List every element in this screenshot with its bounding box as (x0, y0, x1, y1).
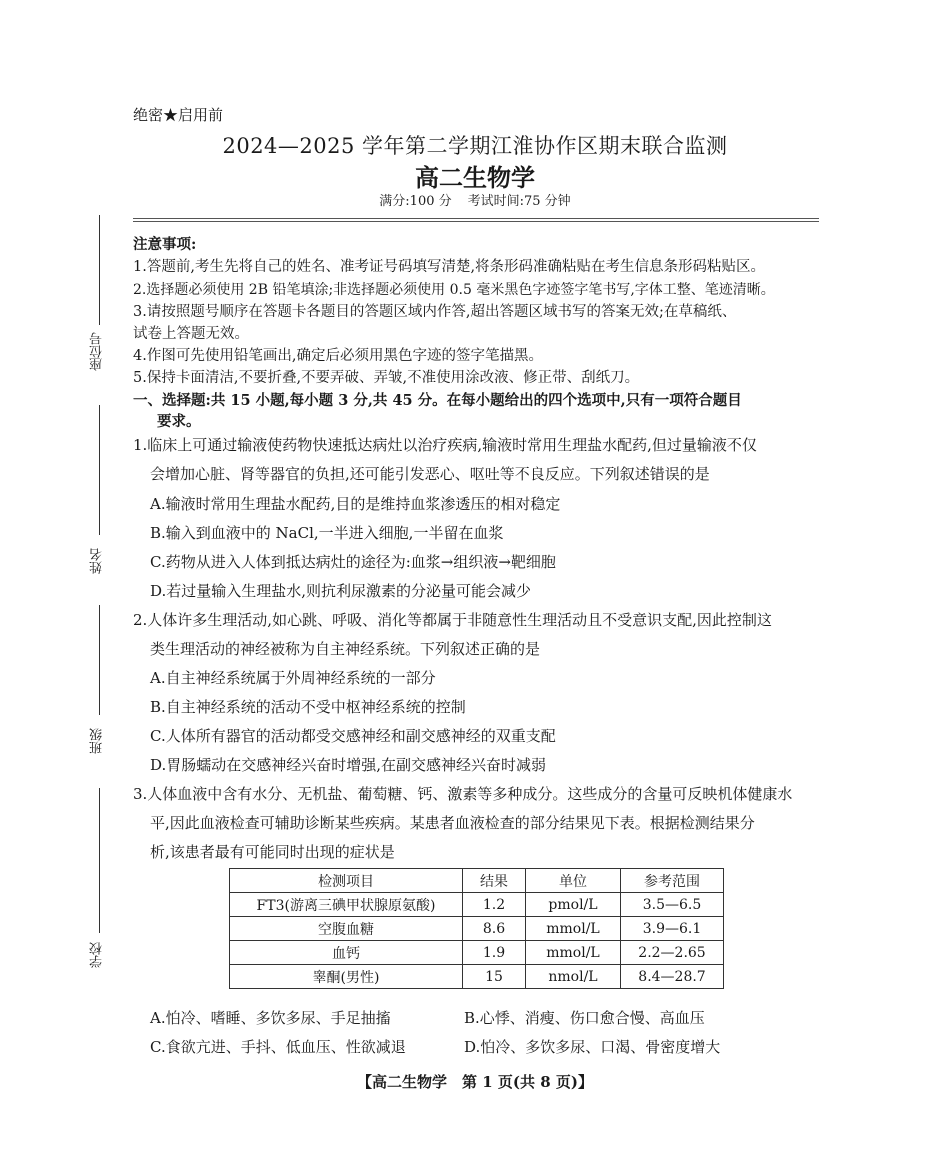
table-cell: 3.9—6.1 (621, 917, 724, 941)
table-cell: mmol/L (526, 941, 621, 965)
table-cell: 8.6 (463, 917, 526, 941)
table-cell: 15 (463, 965, 526, 989)
notice-item: 1.答题前,考生先将自己的姓名、准考证号码填写清楚,将条形码准确粘贴在考生信息条形码粘贴区。 (133, 259, 766, 275)
table-cell: FT3(游离三碘甲状腺原氨酸) (230, 893, 463, 917)
table-cell: mmol/L (526, 917, 621, 941)
q1-stem-cont: 会增加心脏、肾等器官的负担,还可能引发恶心、呕吐等不良反应。下列叙述错误的是 (150, 465, 710, 483)
table-cell: pmol/L (526, 893, 621, 917)
table-row (230, 893, 724, 917)
notice-item: 2.选择题必须使用 2B 铅笔填涂;非选择题必须使用 0.5 毫米黑色字迹签字笔书写,字体工整、笔迹清晰。 (133, 282, 775, 298)
blood-test-table (229, 868, 724, 989)
q3-stem-cont: 平,因此血液检查可辅助诊断某些疾病。某患者血液检查的部分结果见下表。根据检测结果分 (150, 814, 755, 832)
notice-item: 4.作图可先使用铅笔画出,确定后必须用黑色字迹的签字笔描黑。 (133, 348, 543, 364)
subject-title: 高二生物学 (415, 163, 535, 192)
notice-item: 试卷上答题无效。 (133, 326, 249, 342)
q2-option-a[interactable]: A.自主神经系统属于外周神经系统的一部分 (150, 669, 436, 687)
notice-item: 5.保持卡面清洁,不要折叠,不要弄破、弄皱,不准使用涂改液、修正带、刮纸刀。 (133, 370, 640, 386)
school-label: 学校 (90, 942, 105, 968)
q1-option-a[interactable]: A.输液时常用生理盐水配药,目的是维持血浆渗透压的相对稳定 (150, 495, 561, 513)
table-header: 单位 (526, 869, 621, 893)
exam-title: 2024—2025 学年第二学期江淮协作区期末联合监测 (222, 134, 728, 158)
header-rule-thin (133, 221, 819, 222)
q2-stem-cont: 类生理活动的神经被称为自主神经系统。下列叙述正确的是 (150, 640, 541, 658)
table-row (230, 941, 724, 965)
table-row (230, 917, 724, 941)
section-heading: 一、选择题:共 15 小题,每小题 3 分,共 45 分。在每小题给出的四个选项中,只有一项符合题目 (133, 392, 742, 409)
notice-item: 3.请按照题号顺序在答题卡各题目的答题区域内作答,超出答题区域书写的答案无效;在草稿纸、 (133, 304, 737, 320)
school-fill-line[interactable] (99, 788, 100, 933)
q2-stem: 2.人体许多生理活动,如心跳、呼吸、消化等都属于非随意性生理活动且不受意识支配,因此控制这 (133, 611, 772, 629)
q1-option-d[interactable]: D.若过量输入生理盐水,则抗利尿激素的分泌量可能会减少 (150, 582, 532, 600)
name-fill-line[interactable] (99, 405, 100, 535)
full-score: 满分:100 分 (379, 194, 452, 209)
table-header-row (230, 869, 724, 893)
page-footer: 【高二生物学 第 1 页(共 8 页)】 (357, 1073, 593, 1091)
header-rule (133, 218, 819, 219)
table-header: 参考范围 (621, 869, 724, 893)
exam-meta (0, 190, 950, 209)
q3-option-c[interactable]: C.食欲亢进、手抖、低血压、性欲减退 (150, 1038, 406, 1056)
q2-option-d[interactable]: D.胃肠蠕动在交感神经兴奋时增强,在副交感神经兴奋时减弱 (150, 756, 547, 774)
table-cell: 8.4—28.7 (621, 965, 724, 989)
q3-option-d[interactable]: D.怕冷、多饮多尿、口渴、骨密度增大 (464, 1038, 721, 1056)
q3-stem: 3.人体血液中含有水分、无机盐、葡萄糖、钙、激素等多种成分。这些成分的含量可反映机体健康水 (133, 785, 793, 803)
seat-fill-line[interactable] (99, 215, 100, 325)
name-label: 姓名 (90, 548, 105, 574)
table-cell: 1.9 (463, 941, 526, 965)
table-header: 检测项目 (230, 869, 463, 893)
notice-heading: 注意事项: (133, 236, 197, 253)
table-cell: nmol/L (526, 965, 621, 989)
q1-option-b[interactable]: B.输入到血液中的 NaCl,一半进入细胞,一半留在血浆 (150, 524, 504, 542)
seat-label: 座位号 (90, 332, 105, 371)
class-fill-line[interactable] (99, 605, 100, 715)
q3-option-a[interactable]: A.怕冷、嗜睡、多饮多尿、手足抽搐 (150, 1009, 391, 1027)
table-cell: 空腹血糖 (230, 917, 463, 941)
q1-stem: 1.临床上可通过输液使药物快速抵达病灶以治疗疾病,输液时常用生理盐水配药,但过量输液不仅 (133, 436, 757, 454)
q2-option-c[interactable]: C.人体所有器官的活动都受交感神经和副交感神经的双重支配 (150, 727, 556, 745)
table-cell: 2.2—2.65 (621, 941, 724, 965)
confidential-mark: 绝密★启用前 (133, 106, 224, 124)
section-heading-cont: 要求。 (157, 413, 201, 430)
q3-option-b[interactable]: B.心悸、消瘦、伤口愈合慢、高血压 (464, 1009, 705, 1027)
exam-time: 考试时间:75 分钟 (467, 194, 571, 209)
q3-stem-cont2: 析,该患者最有可能同时出现的症状是 (150, 843, 395, 861)
table-cell: 睾酮(男性) (230, 965, 463, 989)
table-row (230, 965, 724, 989)
table-cell: 3.5—6.5 (621, 893, 724, 917)
q2-option-b[interactable]: B.自主神经系统的活动不受中枢神经系统的控制 (150, 698, 466, 716)
table-header: 结果 (463, 869, 526, 893)
table-cell: 血钙 (230, 941, 463, 965)
table-cell: 1.2 (463, 893, 526, 917)
class-label: 班级 (90, 728, 105, 754)
q1-option-c[interactable]: C.药物从进入人体到抵达病灶的途径为:血浆→组织液→靶细胞 (150, 553, 556, 571)
